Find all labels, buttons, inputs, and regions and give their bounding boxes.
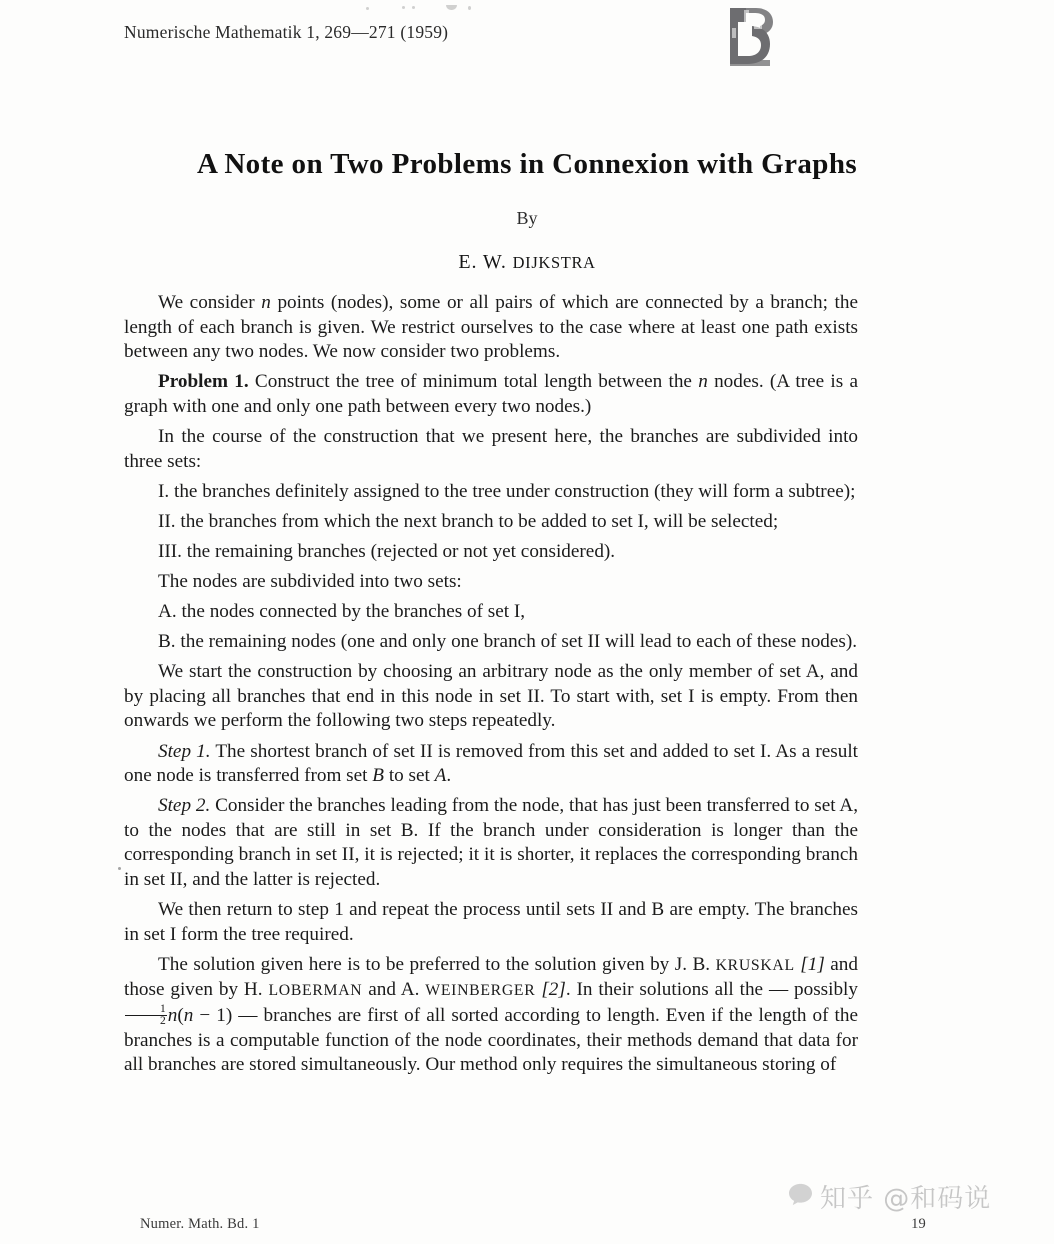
paragraph-step-2 (124, 794, 858, 892)
margin-scan-speck (118, 867, 121, 870)
list-item-set-ii: II. the branches from which the next branch to be added to set I, will be selected; (158, 510, 779, 532)
list-item-set-i: I. the branches definitely assigned to the tree under construction (they will form a subtree); (158, 480, 856, 502)
comparison-text-c: and A. (362, 979, 426, 1001)
fraction-numerator: 1 (125, 1004, 167, 1017)
reference-author-loberman: LOBERMAN (268, 982, 363, 1000)
paragraph-start-construction: We start the construction by choosing an arbitrary node as the only member of set A, and by placing all branches that end in this node in set II. To start with, set I is empty. From then onwards we perform the following two steps repeatedly. (124, 661, 858, 732)
reference-author-kruskal: KRUSKAL (715, 956, 795, 974)
variable-set-b: B (372, 765, 385, 787)
paragraph-construction-intro: In the course of the construction that we present here, the branches are subdivided into three sets: (124, 425, 858, 472)
scan-artifact-marks (360, 2, 520, 16)
paragraph-return-to-step-1: We then return to step 1 and repeat the process until sets II and B are empty. The branches in set I form the tree required. (124, 899, 858, 945)
formula-open-paren: ( (177, 1005, 184, 1026)
citation-1: [1] (800, 953, 825, 975)
footer-journal-label: Numer. Math. Bd. 1 (140, 1216, 260, 1232)
paragraph-intro (124, 291, 858, 365)
comparison-text-e: — branches are first of all sorted according to length. Even if the length of the branches is a computable function of the node coordinates, their methods demand that data for all branches are stored simultaneously. Our method only requires the simultaneous storing of (124, 1005, 858, 1076)
paragraph-nodes-intro: The nodes are subdivided into two sets: (158, 570, 462, 592)
list-item-set-b: B. the remaining nodes (one and only one branch of set II will lead to each of these nodes). (158, 631, 858, 653)
step-1-text-a: The shortest branch of set II is removed from this set and added to set I. As a result one node is transferred from set (124, 740, 858, 787)
list-item-set-iii: III. the remaining branches (rejected or not yet considered). (158, 540, 616, 562)
chat-bubble-icon (788, 1183, 813, 1211)
paragraph-step-1 (124, 740, 858, 789)
watermark (788, 1178, 991, 1215)
reference-author-weinberger: WEINBERGER (425, 982, 536, 1000)
problem-1-label: Problem 1. (158, 371, 249, 393)
step-2-text: Consider the branches leading from the node, that has just been transferred to set A, to the nodes that are still in set B. If the branch under consideration is longer than the corresponding branch in set II, it is rejected; it it is shorter, it replaces the corresponding branch in set II, and the latter is rejected. (124, 795, 858, 890)
page-footer (140, 1216, 926, 1233)
step-1-text-b: to set (384, 765, 435, 787)
article-body (124, 291, 858, 1078)
comparison-text-a: The solution given here is to be preferred to the solution given by J. B. (158, 953, 716, 975)
variable-set-a: A (434, 765, 447, 787)
journal-citation-line: Numerische Mathematik 1, 269—271 (1959) (124, 22, 449, 42)
fraction-denominator: 2 (160, 1015, 166, 1028)
problem-1-text-a: Construct the tree of minimum total length between the (248, 371, 699, 393)
problem-1-text-b: nodes. (A tree is a graph with one and only one path between every two nodes.) (124, 371, 858, 417)
fraction-one-half (125, 1004, 167, 1028)
author-name (0, 251, 1054, 274)
intro-rest: points (nodes), some or all pairs of which are connected by a branch; the length of each branch is given. We restrict ourselves to the case where at least one path exists between any two nodes. We now consider two problems. (124, 292, 858, 363)
byline-by-label: By (516, 208, 538, 228)
watermark-text: 知乎 @和码说 (820, 1184, 992, 1214)
footer-page-number: 19 (911, 1216, 926, 1232)
intro-lead: We consider (158, 292, 262, 313)
comparison-text-d: . In their solutions all the — possibly (565, 979, 858, 1001)
step-1-label: Step 1. (158, 740, 211, 762)
formula-n-second: n (183, 1005, 194, 1026)
formula-minus-one: − 1) (193, 1005, 233, 1026)
variable-n: n (261, 292, 271, 313)
comparison-text-b: and those given by H. (124, 953, 858, 1001)
author-surname: DIJKSTRA (512, 253, 596, 272)
citation-2: [2] (541, 979, 566, 1001)
formula-n-first: n (167, 1005, 178, 1026)
page-title: A Note on Two Problems in Connexion with Graphs (196, 148, 858, 180)
author-initials: E. W. (458, 251, 513, 273)
title-block (0, 148, 1054, 274)
paragraph-comparison (124, 953, 858, 1078)
journal-stamp-letter-d-icon (718, 6, 784, 78)
step-2-label: Step 2. (158, 795, 211, 817)
variable-n: n (698, 371, 708, 393)
step-1-text-c: . (446, 765, 452, 787)
list-item-set-a: A. the nodes connected by the branches of set I, (158, 601, 526, 623)
paragraph-problem-1 (124, 370, 858, 419)
